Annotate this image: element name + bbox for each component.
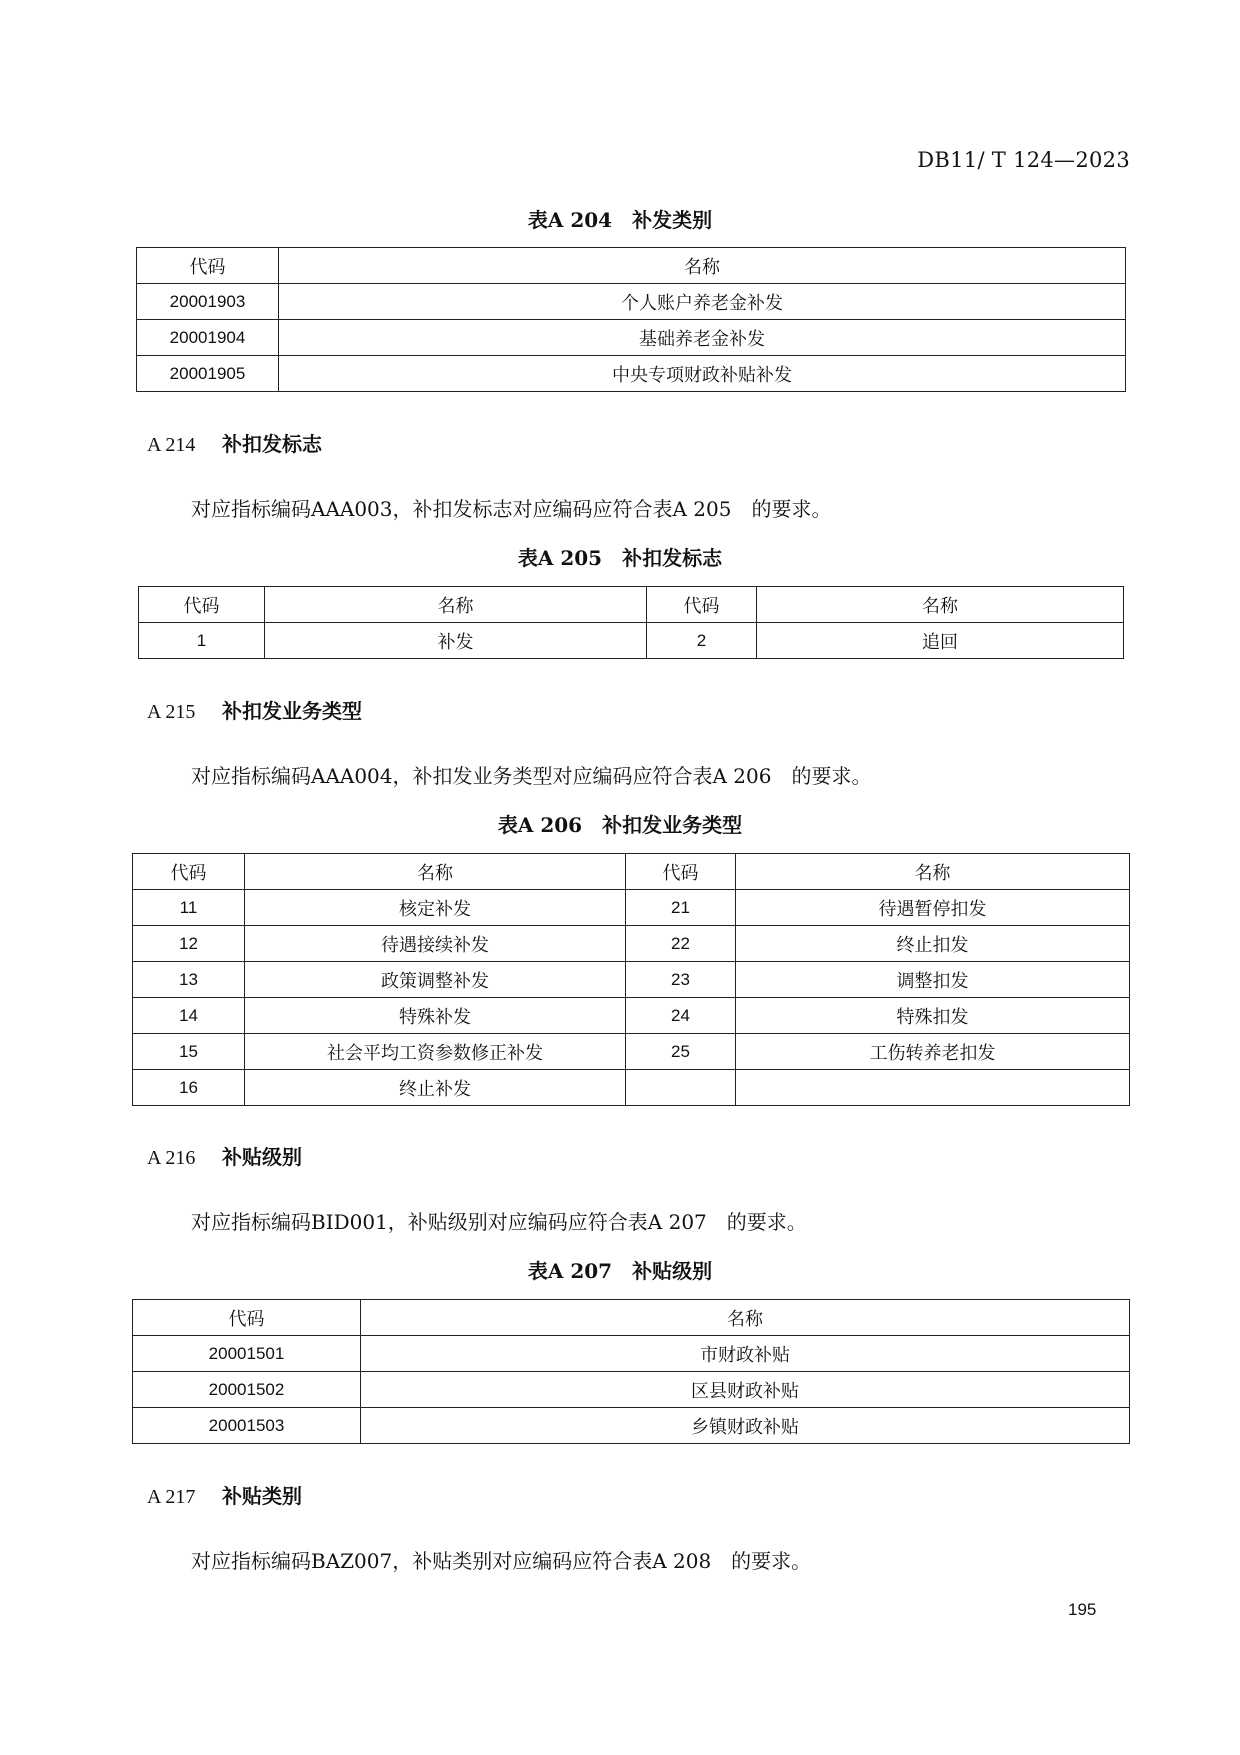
section-heading-a215	[147, 695, 362, 724]
cell-name: 核定补发	[245, 890, 626, 926]
table-row	[133, 1408, 1130, 1444]
header-code: 代码	[137, 248, 279, 284]
table-caption-a205: 表A 205 补扣发标志	[517, 546, 723, 570]
header-code: 代码	[139, 587, 265, 623]
cell-code: 15	[133, 1034, 245, 1070]
table-row	[133, 1070, 1130, 1106]
cell-name: 乡镇财政补贴	[361, 1408, 1130, 1444]
cell-code: 23	[626, 962, 736, 998]
cell-code: 20001904	[137, 320, 279, 356]
cell-name: 社会平均工资参数修正补发	[245, 1034, 626, 1070]
header-name: 名称	[265, 587, 647, 623]
cell-name: 政策调整补发	[245, 962, 626, 998]
table-row	[133, 890, 1130, 926]
cell-code: 20001503	[133, 1408, 361, 1444]
section-text-a214: 对应指标编码AAA003，补扣发标志对应编码应符合表A 205 的要求。	[191, 497, 832, 521]
section-heading-a216	[147, 1141, 302, 1170]
table-caption-a204: 表A 204 补发类别	[527, 208, 713, 232]
section-title: 补扣发业务类型	[222, 699, 362, 723]
table-a206	[132, 853, 1130, 1106]
table-header-row	[133, 854, 1130, 890]
table-row	[133, 962, 1130, 998]
table-row	[133, 1336, 1130, 1372]
section-text-a215: 对应指标编码AAA004，补扣发业务类型对应编码应符合表A 206 的要求。	[191, 764, 872, 788]
header-code: 代码	[133, 854, 245, 890]
header-code: 代码	[626, 854, 736, 890]
cell-code: 11	[133, 890, 245, 926]
cell-code: 12	[133, 926, 245, 962]
table-caption-a206: 表A 206 补扣发业务类型	[497, 813, 743, 837]
section-number: A 217	[147, 1486, 196, 1508]
header-name: 名称	[736, 854, 1130, 890]
cell-code: 20001903	[137, 284, 279, 320]
cell-code: 2	[647, 623, 757, 659]
section-text-a217: 对应指标编码BAZ007，补贴类别对应编码应符合表A 208 的要求。	[191, 1549, 812, 1573]
table-row	[133, 1034, 1130, 1070]
page-number: 195	[1068, 1600, 1097, 1619]
table-header-row	[139, 587, 1124, 623]
table-a204	[136, 247, 1126, 392]
cell-name	[736, 1070, 1130, 1106]
table-caption-a207: 表A 207 补贴级别	[527, 1259, 713, 1283]
cell-code: 21	[626, 890, 736, 926]
table-row	[133, 1372, 1130, 1408]
cell-code: 24	[626, 998, 736, 1034]
cell-code: 25	[626, 1034, 736, 1070]
cell-name: 特殊扣发	[736, 998, 1130, 1034]
section-heading-a214	[147, 428, 322, 457]
cell-name: 补发	[265, 623, 647, 659]
header-name: 名称	[757, 587, 1124, 623]
cell-name: 待遇接续补发	[245, 926, 626, 962]
table-header-row	[133, 1300, 1130, 1336]
cell-name: 基础养老金补发	[279, 320, 1126, 356]
cell-name: 调整扣发	[736, 962, 1130, 998]
cell-name: 待遇暂停扣发	[736, 890, 1130, 926]
cell-code: 1	[139, 623, 265, 659]
table-row	[137, 320, 1126, 356]
standard-code: DB11/ T 124—2023	[917, 148, 1130, 172]
cell-code: 20001501	[133, 1336, 361, 1372]
table-row	[139, 623, 1124, 659]
cell-name: 市财政补贴	[361, 1336, 1130, 1372]
cell-name: 追回	[757, 623, 1124, 659]
section-title: 补贴级别	[222, 1145, 302, 1169]
cell-code: 20001905	[137, 356, 279, 392]
table-row	[133, 998, 1130, 1034]
cell-code: 16	[133, 1070, 245, 1106]
header-code: 代码	[647, 587, 757, 623]
cell-code: 22	[626, 926, 736, 962]
section-title: 补贴类别	[222, 1484, 302, 1508]
section-number: A 215	[147, 701, 196, 723]
cell-code: 13	[133, 962, 245, 998]
header-code: 代码	[133, 1300, 361, 1336]
header-name: 名称	[361, 1300, 1130, 1336]
cell-name: 终止补发	[245, 1070, 626, 1106]
section-number: A 216	[147, 1147, 196, 1169]
cell-code: 14	[133, 998, 245, 1034]
header-name: 名称	[245, 854, 626, 890]
table-row	[137, 356, 1126, 392]
table-a207	[132, 1299, 1130, 1444]
table-row	[133, 926, 1130, 962]
cell-name: 工伤转养老扣发	[736, 1034, 1130, 1070]
cell-code	[626, 1070, 736, 1106]
header-name: 名称	[279, 248, 1126, 284]
cell-name: 中央专项财政补贴补发	[279, 356, 1126, 392]
section-text-a216: 对应指标编码BID001，补贴级别对应编码应符合表A 207 的要求。	[191, 1210, 807, 1234]
table-header-row	[137, 248, 1126, 284]
cell-name: 终止扣发	[736, 926, 1130, 962]
cell-name: 特殊补发	[245, 998, 626, 1034]
section-heading-a217	[147, 1480, 302, 1509]
cell-code: 20001502	[133, 1372, 361, 1408]
section-title: 补扣发标志	[222, 432, 322, 456]
section-number: A 214	[147, 434, 196, 456]
cell-name: 区县财政补贴	[361, 1372, 1130, 1408]
cell-name: 个人账户养老金补发	[279, 284, 1126, 320]
table-row	[137, 284, 1126, 320]
table-a205	[138, 586, 1124, 659]
